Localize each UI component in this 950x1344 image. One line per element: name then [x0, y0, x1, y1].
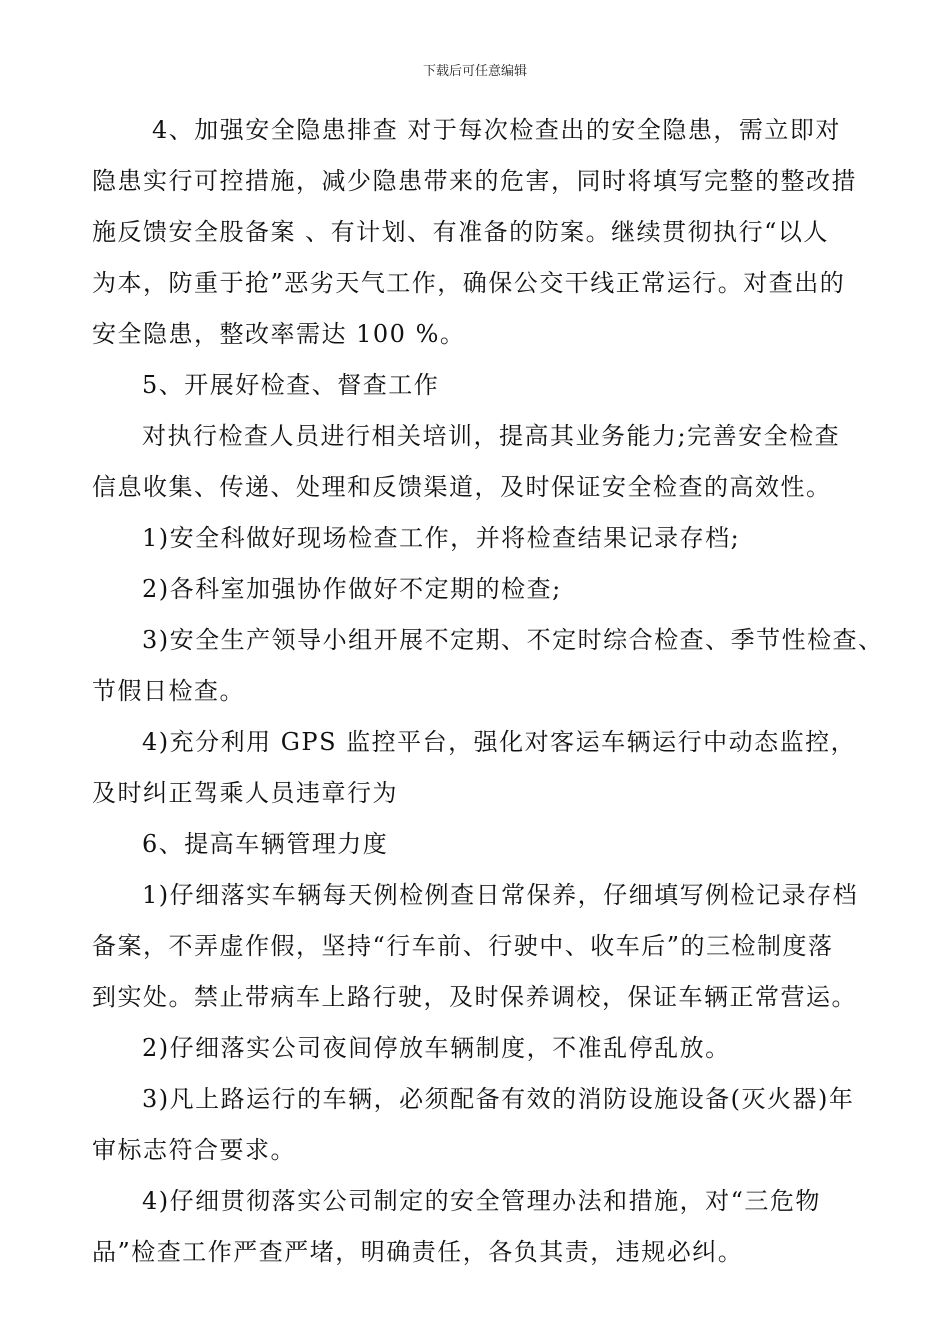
list-item: 4)仔细贯彻落实公司制定的安全管理办法和措施，对“三危物: [142, 1187, 821, 1215]
page-header-note: 下载后可任意编辑: [422, 64, 527, 79]
list-item: 1)仔细落实车辆每天例检例查日常保养，仔细填写例检记录存档: [142, 881, 859, 909]
list-item-continuation: 品”检查工作严查严堵，明确责任，各负其责，违规必纠。: [92, 1238, 744, 1266]
paragraph-line: 隐患实行可控措施，减少隐患带来的危害，同时将填写完整的整改措: [92, 167, 857, 195]
list-item-continuation: 到实处。禁止带病车上路行驶，及时保养调校，保证车辆正常营运。: [92, 983, 857, 1011]
list-item: 2)仔细落实公司夜间停放车辆制度，不准乱停乱放。: [142, 1034, 731, 1062]
list-item: 4)充分利用 GPS 监控平台，强化对客运车辆运行中动态监控，: [142, 728, 857, 756]
list-item-continuation: 备案，不弄虚作假，坚持“行车前、行驶中、收车后”的三检制度落: [92, 932, 834, 960]
paragraph-line: 为本，防重于抢”恶劣天气工作，确保公交干线正常运行。对查出的: [92, 269, 846, 297]
paragraph-line: 对执行检查人员进行相关培训，提高其业务能力;完善安全检查: [142, 422, 841, 450]
list-item: 3)凡上路运行的车辆，必须配备有效的消防设施设备(灭火器)年: [142, 1085, 855, 1113]
list-item-continuation: 审标志符合要求。: [92, 1136, 296, 1164]
paragraph-line: 4、加强安全隐患排查 对于每次检查出的安全隐患，需立即对: [152, 116, 841, 144]
document-body: [92, 105, 884, 1278]
paragraph-line: 安全隐患，整改率需达 100 %。: [92, 320, 466, 348]
paragraph-line: 信息收集、传递、处理和反馈渠道，及时保证安全检查的高效性。: [92, 473, 832, 501]
section-heading: 5、开展好检查、督查工作: [142, 371, 440, 399]
list-item: 3)安全生产领导小组开展不定期、不定时综合检查、季节性检查、: [142, 626, 884, 654]
paragraph-line: 施反馈安全股备案 、有计划、有准备的防案。继续贯彻执行“以人: [92, 218, 829, 246]
list-item-continuation: 节假日检查。: [92, 677, 245, 705]
list-item-continuation: 及时纠正驾乘人员违章行为: [92, 779, 398, 807]
list-item: 2)各科室加强协作做好不定期的检查;: [142, 575, 562, 603]
list-item: 1)安全科做好现场检查工作，并将检查结果记录存档;: [142, 524, 741, 552]
section-heading: 6、提高车辆管理力度: [142, 830, 389, 858]
